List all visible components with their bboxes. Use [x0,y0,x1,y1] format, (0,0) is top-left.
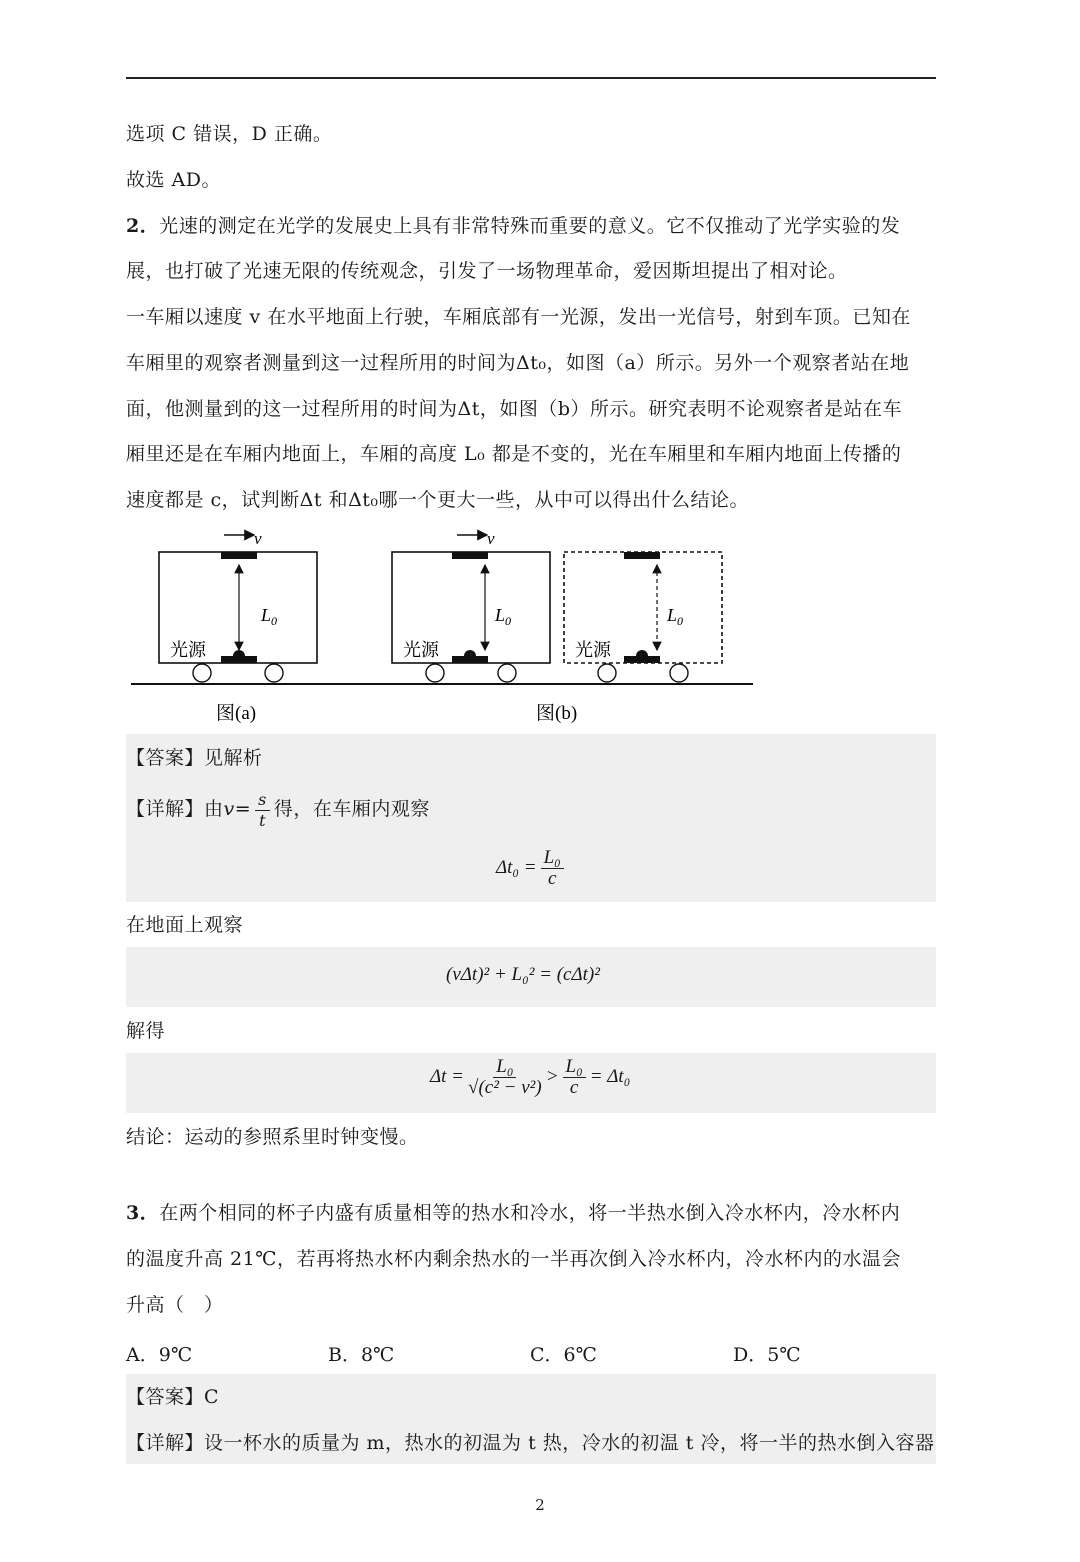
svg-text:v: v [487,529,495,548]
text-line: 解得 [126,1020,166,1042]
caption-a: 图(a) [216,703,257,724]
svg-text:L0: $L_0$ [261,605,278,628]
svg-text:L0: $L_0$ [495,605,512,628]
answer-label: 【答案】见解析 [126,747,263,769]
option-c: C．6℃ [530,1344,597,1366]
question-2-line: 一车厢以速度 v 在水平地面上行驶，车厢底部有一光源，发出一光信号，射到车顶。已知在 [126,306,911,328]
detail-line: 【详解】设一杯水的质量为 m，热水的初温为 t 热，冷水的初温 t 冷，将一半的热水倒入容器 [126,1432,935,1454]
question-number: 2． [126,215,160,237]
option-a: A．9℃ [126,1344,193,1366]
train-car-figure [126,525,766,730]
equation-1: Δt₀ = $\frac{\text{L₀}}{c}$ [496,848,568,889]
page-number: 2 [535,1496,545,1514]
text-line: 在地面上观察 [126,914,244,936]
caption-b: 图(b) [536,703,578,724]
svg-text:光源: 光源 [403,640,439,660]
option-b: B．8℃ [328,1344,395,1366]
text-line: 故选 AD。 [126,169,221,191]
question-2-line: 展，也打破了光速无限的传统观念，引发了一场物理革命，爱因斯坦提出了相对论。 [126,260,848,282]
question-3-line: 的温度升高 21℃，若再将热水杯内剩余热水的一半再次倒入冷水杯内，冷水杯内的水温会 [126,1248,901,1270]
svg-text:L0: $L_0$ [667,605,684,628]
svg-text:光源: 光源 [575,640,611,660]
car-b-dashed [564,552,722,682]
question-2-line: 厢里还是在车厢内地面上，车厢的高度 L₀ 都是不变的，光在车厢里和车厢内地面上传播的 [126,443,902,465]
question-2-line: 车厢里的观察者测量到这一过程所用的时间为Δt₀，如图（a）所示。另外一个观察者站在地 [126,352,910,374]
equation-3: Δt = $\frac{\text{L₀}}{\text{√(c² − v²)}}$ > $\frac{\text{L₀}}{c}$ = Δt₀ [430,1056,631,1098]
source-label: 光源 [170,640,206,660]
option-d: D．5℃ [733,1344,801,1366]
detail-line: 【详解】由v= $\frac{s}{t}$ 得，在车厢内观察 [126,789,430,830]
text-line: 选项 C 错误，D 正确。 [126,123,333,145]
question-3-line: 3．在两个相同的杯子内盛有质量相等的热水和冷水，将一半热水倒入冷水杯内，冷水杯内 [126,1202,901,1224]
question-2-line: 2．光速的测定在光学的发展史上具有非常特殊而重要的意义。它不仅推动了光学实验的发 [126,215,901,237]
question-number: 3． [126,1202,160,1224]
question-2-line: 速度都是 c，试判断Δt 和Δt₀哪一个更大一些，从中可以得出什么结论。 [126,489,750,511]
answer-label: 【答案】C [126,1386,220,1408]
question-3-line: 升高（ ） [126,1294,224,1316]
velocity-label: v [254,529,262,548]
header-rule [126,77,936,79]
conclusion-line: 结论：运动的参照系里时钟变慢。 [126,1126,419,1148]
car-b [392,529,550,682]
car-a [159,529,317,682]
equation-2: (vΔt)² + L₀² = (cΔt)² [446,964,600,985]
question-2-line: 面，他测量到的这一过程所用的时间为Δt，如图（b）所示。研究表明不论观察者是站在车 [126,398,903,420]
